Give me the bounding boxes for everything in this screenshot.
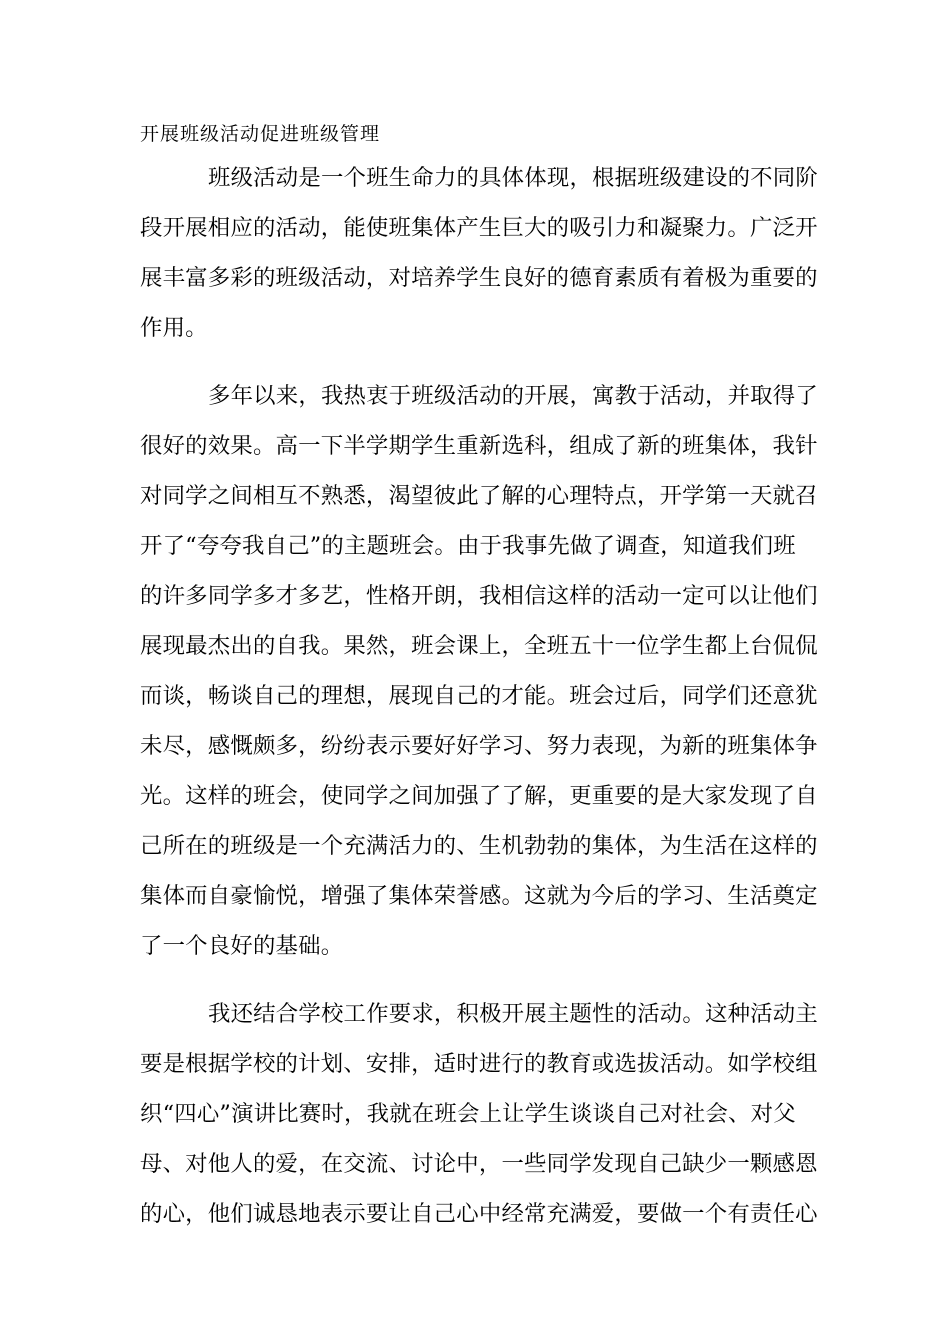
paragraph-line: 未尽，感慨颇多，纷纷表示要好好学习、努力表现，为新的班集体争	[140, 733, 818, 759]
paragraph-line: 的心，他们诚恳地表示要让自己心中经常充满爱，要做一个有责任心	[140, 1201, 818, 1227]
paragraph-1	[140, 162, 820, 362]
paragraph-line: 作用。	[140, 315, 208, 341]
paragraph-line: 很好的效果。高一下半学期学生重新选科，组成了新的班集体，我针	[140, 433, 818, 459]
paragraph-line: 班级活动是一个班生命力的具体体现，根据班级建设的不同阶	[208, 165, 818, 191]
paragraph-spacer	[140, 362, 820, 380]
paragraph-line: 而谈，畅谈自己的理想，展现自己的才能。班会过后，同学们还意犹	[140, 683, 818, 709]
paragraph-2	[140, 380, 820, 980]
paragraph-line: 开了“夸夸我自己”的主题班会。由于我事先做了调查，知道我们班	[140, 533, 796, 559]
paragraph-line: 展现最杰出的自我。果然，班会课上，全班五十一位学生都上台侃侃	[140, 633, 818, 659]
paragraph-line: 己所在的班级是一个充满活力的、生机勃勃的集体，为生活在这样的	[140, 833, 818, 859]
paragraph-line: 要是根据学校的计划、安排，适时进行的教育或选拔活动。如学校组	[140, 1051, 818, 1077]
paragraph-3	[140, 998, 820, 1248]
paragraph-line: 了一个良好的基础。	[140, 933, 344, 959]
paragraph-line: 集体而自豪愉悦，增强了集体荣誉感。这就为今后的学习、生活奠定	[140, 883, 818, 909]
paragraph-line: 光。这样的班会，使同学之间加强了了解，更重要的是大家发现了自	[140, 783, 818, 809]
document-title: 开展班级活动促进班级管理	[140, 123, 381, 145]
paragraph-line: 段开展相应的活动，能使班集体产生巨大的吸引力和凝聚力。广泛开	[140, 215, 818, 241]
paragraph-line: 的许多同学多才多艺，性格开朗，我相信这样的活动一定可以让他们	[140, 583, 818, 609]
paragraph-line: 展丰富多彩的班级活动，对培养学生良好的德育素质有着极为重要的	[140, 265, 818, 291]
paragraph-line: 我还结合学校工作要求，积极开展主题性的活动。这种活动主	[208, 1001, 818, 1027]
paragraph-line: 多年以来，我热衷于班级活动的开展，寓教于活动，并取得了	[208, 383, 818, 409]
document-body	[140, 162, 820, 1248]
paragraph-line: 母、对他人的爱，在交流、讨论中，一些同学发现自己缺少一颗感恩	[140, 1151, 818, 1177]
paragraph-spacer	[140, 980, 820, 998]
paragraph-line: 织“四心”演讲比赛时，我就在班会上让学生谈谈自己对社会、对父	[140, 1101, 796, 1127]
paragraph-line: 对同学之间相互不熟悉，渴望彼此了解的心理特点，开学第一天就召	[140, 483, 818, 509]
